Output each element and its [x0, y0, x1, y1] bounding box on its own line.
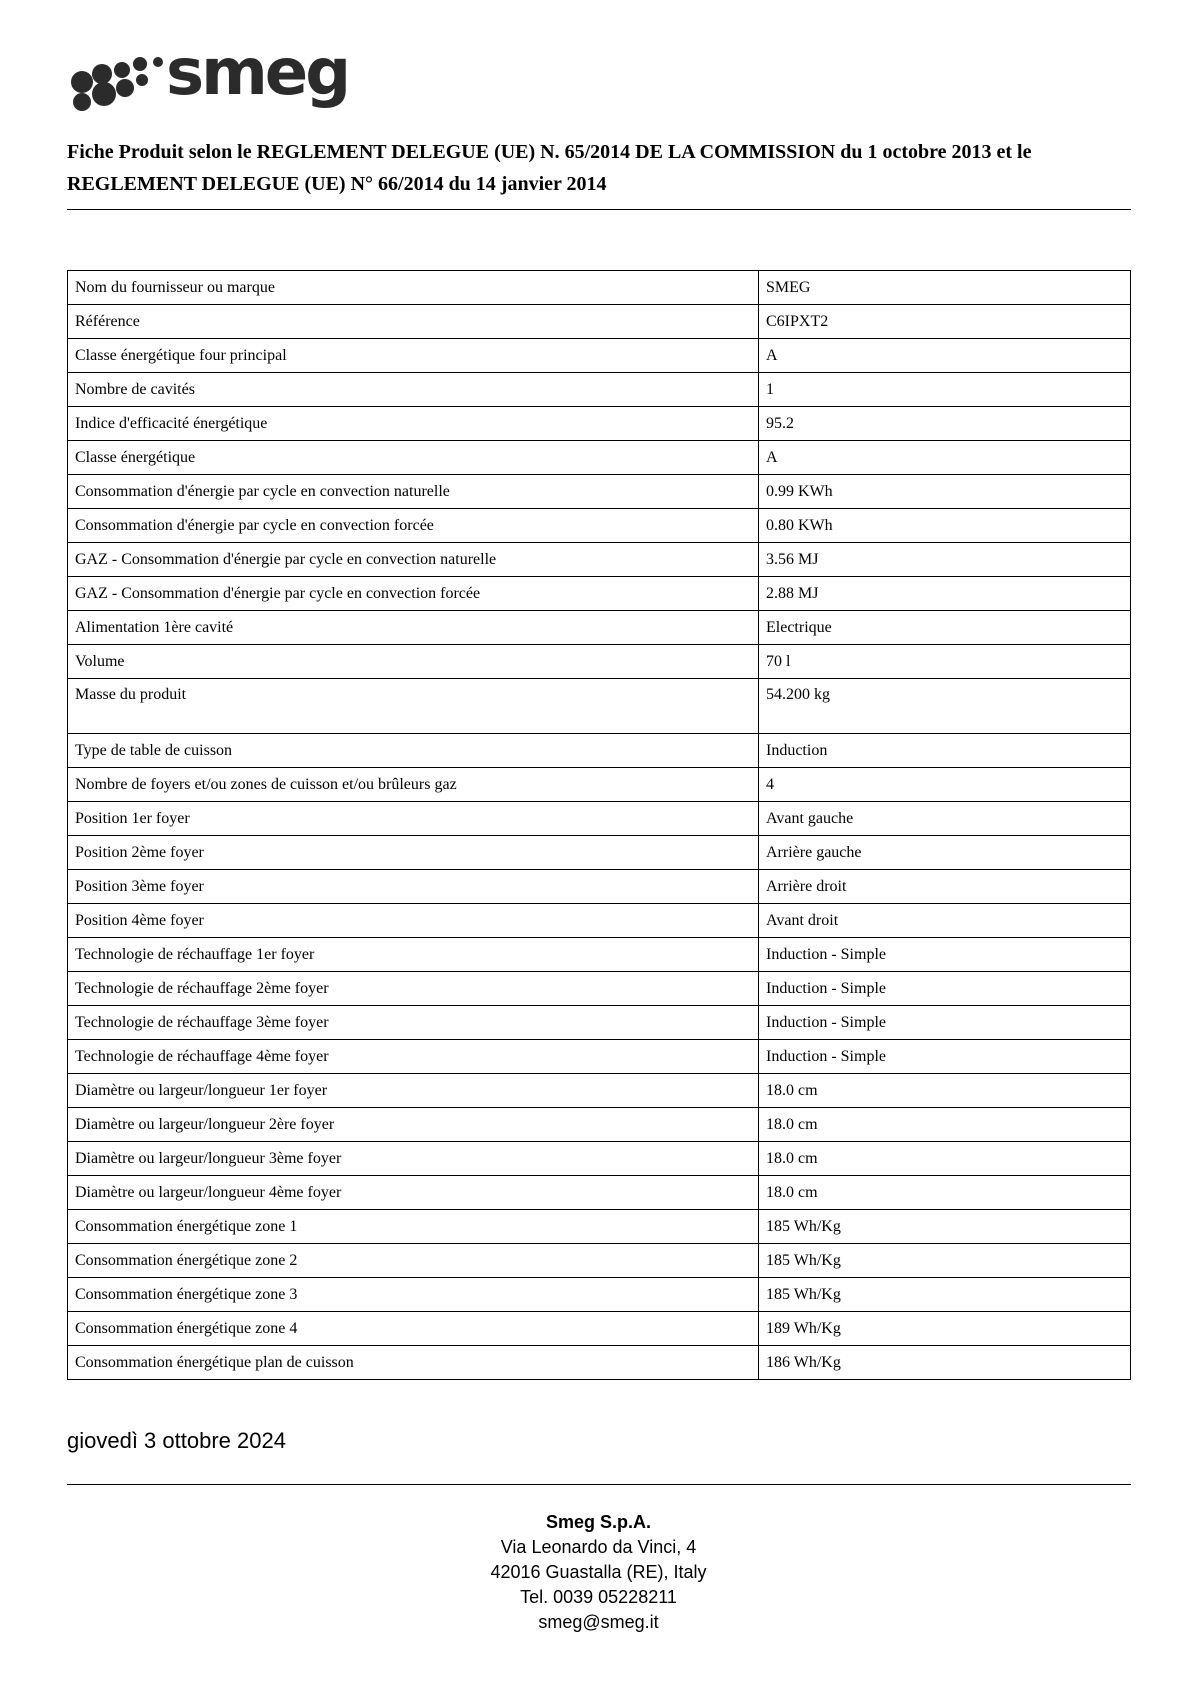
table-row	[68, 407, 1131, 441]
table-row	[68, 768, 1131, 802]
table-row	[68, 475, 1131, 509]
table-row	[68, 645, 1131, 679]
table-row	[68, 836, 1131, 870]
spec-value: 70 l	[759, 645, 1131, 679]
spec-value: 186 Wh/Kg	[759, 1346, 1131, 1380]
table-row	[68, 1210, 1131, 1244]
spec-label: Nombre de cavités	[68, 373, 759, 407]
table-row	[68, 1244, 1131, 1278]
table-row	[68, 1278, 1131, 1312]
table-row	[68, 509, 1131, 543]
spec-value: 2.88 MJ	[759, 577, 1131, 611]
spec-value: C6IPXT2	[759, 305, 1131, 339]
spec-value: Induction - Simple	[759, 972, 1131, 1006]
document-date: giovedì 3 ottobre 2024	[67, 1428, 286, 1453]
spec-value: Avant droit	[759, 904, 1131, 938]
spec-value: 54.200 kg	[759, 679, 1131, 734]
table-row	[68, 938, 1131, 972]
company-phone: Tel. 0039 05228211	[520, 1587, 677, 1607]
spec-label: Consommation d'énergie par cycle en convection forcée	[68, 509, 759, 543]
spec-label: Type de table de cuisson	[68, 734, 759, 768]
table-row	[68, 1176, 1131, 1210]
table-row	[68, 441, 1131, 475]
company-email: smeg@smeg.it	[538, 1612, 659, 1632]
table-row	[68, 611, 1131, 645]
product-spec-table	[67, 270, 1131, 1380]
spec-label: Volume	[68, 645, 759, 679]
table-row	[68, 1346, 1131, 1380]
spec-value: 0.80 KWh	[759, 509, 1131, 543]
spec-value: 0.99 KWh	[759, 475, 1131, 509]
spec-label: Consommation énergétique zone 1	[68, 1210, 759, 1244]
spec-label: Nombre de foyers et/ou zones de cuisson et/ou brûleurs gaz	[68, 768, 759, 802]
spec-value: 18.0 cm	[759, 1142, 1131, 1176]
footer-divider	[67, 1484, 1131, 1485]
spec-label: GAZ - Consommation d'énergie par cycle en convection naturelle	[68, 543, 759, 577]
company-address-line-2: 42016 Guastalla (RE), Italy	[490, 1562, 707, 1582]
spec-label: Consommation énergétique zone 3	[68, 1278, 759, 1312]
spec-label: Classe énergétique	[68, 441, 759, 475]
spec-label: Technologie de réchauffage 1er foyer	[68, 938, 759, 972]
spec-value: Induction - Simple	[759, 938, 1131, 972]
spec-label: Position 1er foyer	[68, 802, 759, 836]
table-row	[68, 1040, 1131, 1074]
spec-label: Masse du produit	[68, 679, 759, 734]
table-row	[68, 271, 1131, 305]
spec-value: A	[759, 339, 1131, 373]
spec-label: Technologie de réchauffage 3ème foyer	[68, 1006, 759, 1040]
table-row	[68, 305, 1131, 339]
spec-label: Diamètre ou largeur/longueur 4ème foyer	[68, 1176, 759, 1210]
spec-label: Référence	[68, 305, 759, 339]
table-row	[68, 1074, 1131, 1108]
spec-value: 4	[759, 768, 1131, 802]
spec-label: Diamètre ou largeur/longueur 1er foyer	[68, 1074, 759, 1108]
company-footer	[0, 1510, 1190, 1635]
spec-label: Diamètre ou largeur/longueur 3ème foyer	[68, 1142, 759, 1176]
spec-value: 185 Wh/Kg	[759, 1244, 1131, 1278]
spec-value: Arrière droit	[759, 870, 1131, 904]
table-row	[68, 904, 1131, 938]
spec-label: GAZ - Consommation d'énergie par cycle en convection forcée	[68, 577, 759, 611]
spec-value: A	[759, 441, 1131, 475]
company-name: Smeg S.p.A.	[545, 1512, 652, 1532]
spec-value: 189 Wh/Kg	[759, 1312, 1131, 1346]
spec-label: Consommation énergétique plan de cuisson	[68, 1346, 759, 1380]
spec-value: 18.0 cm	[759, 1108, 1131, 1142]
table-row	[68, 1108, 1131, 1142]
table-row	[68, 870, 1131, 904]
header-divider	[67, 209, 1131, 210]
spec-label: Position 2ème foyer	[68, 836, 759, 870]
table-row	[68, 373, 1131, 407]
table-row	[68, 734, 1131, 768]
spec-value: Electrique	[759, 611, 1131, 645]
spec-value: Induction	[759, 734, 1131, 768]
spec-label: Indice d'efficacité énergétique	[68, 407, 759, 441]
spec-label: Consommation d'énergie par cycle en convection naturelle	[68, 475, 759, 509]
company-address-line-1: Via Leonardo da Vinci, 4	[500, 1537, 697, 1557]
spec-value: Avant gauche	[759, 802, 1131, 836]
table-row	[68, 1006, 1131, 1040]
spec-value: 1	[759, 373, 1131, 407]
table-row	[68, 1142, 1131, 1176]
table-row	[68, 802, 1131, 836]
spec-label: Technologie de réchauffage 2ème foyer	[68, 972, 759, 1006]
smeg-logo	[70, 42, 370, 112]
spec-label: Consommation énergétique zone 2	[68, 1244, 759, 1278]
table-row	[68, 1312, 1131, 1346]
spec-value: 95.2	[759, 407, 1131, 441]
spec-value: 185 Wh/Kg	[759, 1278, 1131, 1312]
spec-value: 18.0 cm	[759, 1176, 1131, 1210]
table-row	[68, 972, 1131, 1006]
logo-wordmark: smeg	[166, 42, 348, 110]
table-row	[68, 577, 1131, 611]
spec-label: Alimentation 1ère cavité	[68, 611, 759, 645]
spec-label: Position 3ème foyer	[68, 870, 759, 904]
spec-label: Technologie de réchauffage 4ème foyer	[68, 1040, 759, 1074]
spec-label: Classe énergétique four principal	[68, 339, 759, 373]
spec-label: Diamètre ou largeur/longueur 2ère foyer	[68, 1108, 759, 1142]
document-title: Fiche Produit selon le REGLEMENT DELEGUE (UE) N. 65/2014 DE LA COMMISSION du 1 octobre 2013 et le REGLEMENT DELEGUE (UE) N° 66/2014 du 14 janvier 2014	[67, 141, 1032, 195]
table-row	[68, 679, 1131, 734]
spec-label: Nom du fournisseur ou marque	[68, 271, 759, 305]
table-row	[68, 339, 1131, 373]
spec-value: 185 Wh/Kg	[759, 1210, 1131, 1244]
spec-value: SMEG	[759, 271, 1131, 305]
spec-label: Position 4ème foyer	[68, 904, 759, 938]
spec-value: 3.56 MJ	[759, 543, 1131, 577]
spec-value: Induction - Simple	[759, 1006, 1131, 1040]
spec-value: 18.0 cm	[759, 1074, 1131, 1108]
spec-value: Arrière gauche	[759, 836, 1131, 870]
spec-label: Consommation énergétique zone 4	[68, 1312, 759, 1346]
table-row	[68, 543, 1131, 577]
spec-value: Induction - Simple	[759, 1040, 1131, 1074]
